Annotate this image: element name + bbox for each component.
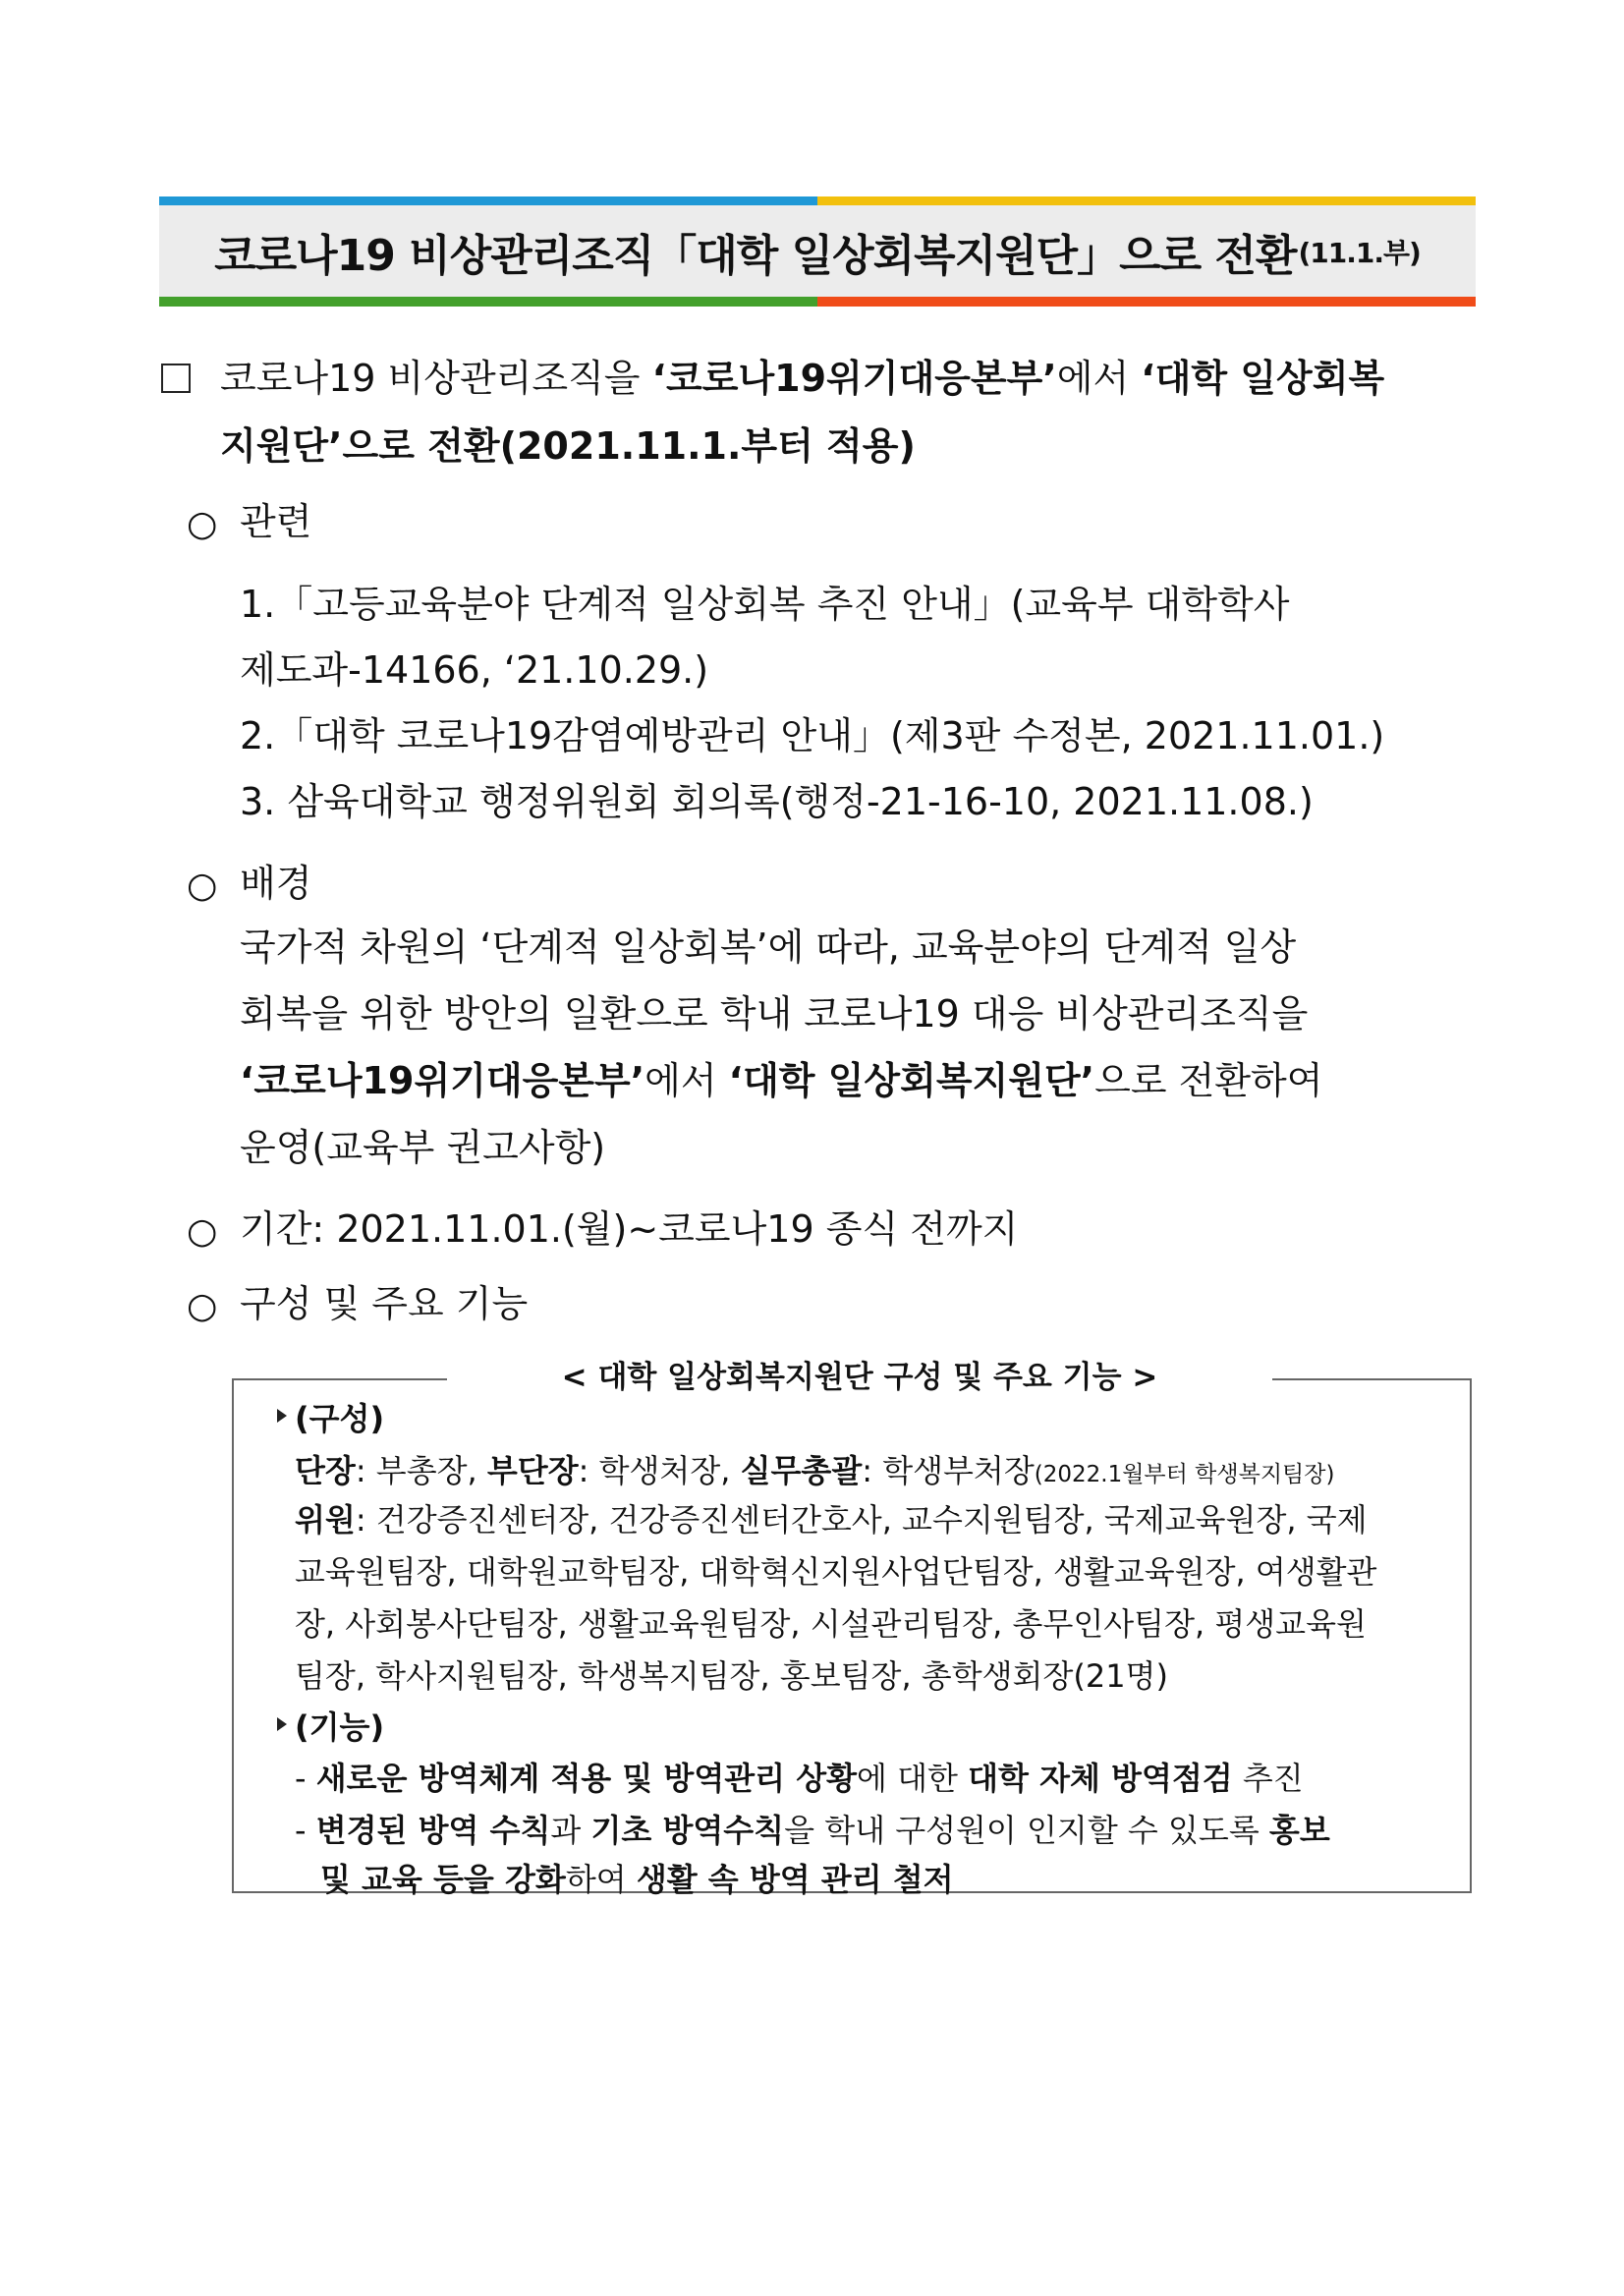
title-bar-bottom-green bbox=[159, 297, 817, 307]
title-bar-top-yellow bbox=[817, 196, 1476, 205]
summary-line-1: 코로나19 비상관리조직을 ‘코로나19위기대응본부’에서 ‘대학 일상회복 bbox=[220, 357, 1385, 400]
box-members-line-4: 팀장, 학사지원팀장, 학생복지팀장, 홍보팀장, 총학생회장(21명) bbox=[295, 1657, 1168, 1695]
box-function-2-line-1: - 변경된 방역 수칙과 기초 방역수칙을 학내 구성원이 인지할 수 있도록 홍보 bbox=[295, 1812, 1330, 1849]
related-ref-1-line-2: 제도과-14166, ‘21.10.29.) bbox=[240, 648, 709, 692]
page-title-date: (11.1.부) bbox=[1298, 236, 1421, 269]
page-title-main: 코로나19 비상관리조직「대학 일상회복지원단」으로 전환 bbox=[214, 230, 1297, 281]
bullet-circle-icon: ○ bbox=[187, 504, 218, 544]
page-title bbox=[159, 205, 1476, 297]
background-line-2: 회복을 위한 방안의 일환으로 학내 코로나19 대응 비상관리조직을 bbox=[240, 992, 1309, 1036]
related-ref-1-line-1: 1.「고등교육분야 단계적 일상회복 추진 안내」(교육부 대학학사 bbox=[240, 583, 1290, 626]
box-section-composition: (구성) bbox=[295, 1400, 385, 1437]
related-ref-3: 3. 삼육대학교 행정위원회 회의록(행정-21-16-10, 2021.11.08.) bbox=[240, 780, 1314, 823]
background-label: 배경 bbox=[240, 862, 312, 905]
bullet-circle-icon: ○ bbox=[187, 1286, 218, 1326]
box-members-line-3: 장, 사회봉사단팀장, 생활교육원팀장, 시설관리팀장, 총무인사팀장, 평생교육원 bbox=[295, 1605, 1367, 1643]
composition-box-title: < 대학 일상회복지원단 구성 및 주요 기능 > bbox=[447, 1358, 1272, 1397]
box-function-2-line-2: 및 교육 등을 강화하여 생활 속 방역 관리 철저 bbox=[320, 1861, 954, 1898]
box-leaders-line: 단장: 부총장, 부단장: 학생처장, 실무총괄: 학생부처장(2022.1월부터 학생복지팀장) bbox=[295, 1452, 1335, 1489]
summary-line-2: 지원단’으로 전환(2021.11.1.부터 적용) bbox=[220, 424, 916, 468]
related-ref-2: 2.「대학 코로나19감염예방관리 안내」(제3판 수정본, 2021.11.01.) bbox=[240, 714, 1385, 757]
triangle-bullet-icon bbox=[277, 1717, 287, 1731]
bullet-circle-icon: ○ bbox=[187, 866, 218, 906]
box-function-1: - 새로운 방역체계 적용 및 방역관리 상황에 대한 대학 자체 방역점검 추진 bbox=[295, 1760, 1304, 1797]
box-members-line-2: 교육원팀장, 대학원교학팀장, 대학혁신지원사업단팀장, 생활교육원장, 여생활관 bbox=[295, 1553, 1377, 1591]
box-section-functions: (기능) bbox=[295, 1708, 385, 1746]
period-line: 기간: 2021.11.01.(월)~코로나19 종식 전까지 bbox=[240, 1207, 1019, 1251]
composition-label: 구성 및 주요 기능 bbox=[240, 1282, 529, 1325]
triangle-bullet-icon bbox=[277, 1409, 287, 1423]
background-line-4: 운영(교육부 권고사항) bbox=[240, 1126, 606, 1169]
related-label: 관련 bbox=[240, 500, 312, 543]
title-bar-bottom-red bbox=[817, 297, 1476, 307]
bullet-circle-icon: ○ bbox=[187, 1211, 218, 1252]
background-line-3: ‘코로나19위기대응본부’에서 ‘대학 일상회복지원단’으로 전환하여 bbox=[240, 1059, 1323, 1102]
box-members-line-1: 위원: 건강증진센터장, 건강증진센터간호사, 교수지원팀장, 국제교육원장, 국제 bbox=[295, 1501, 1368, 1539]
title-bar-top-blue bbox=[159, 196, 817, 205]
background-line-1: 국가적 차원의 ‘단계적 일상회복’에 따라, 교육분야의 단계적 일상 bbox=[240, 925, 1297, 969]
checkbox-icon bbox=[161, 364, 191, 393]
